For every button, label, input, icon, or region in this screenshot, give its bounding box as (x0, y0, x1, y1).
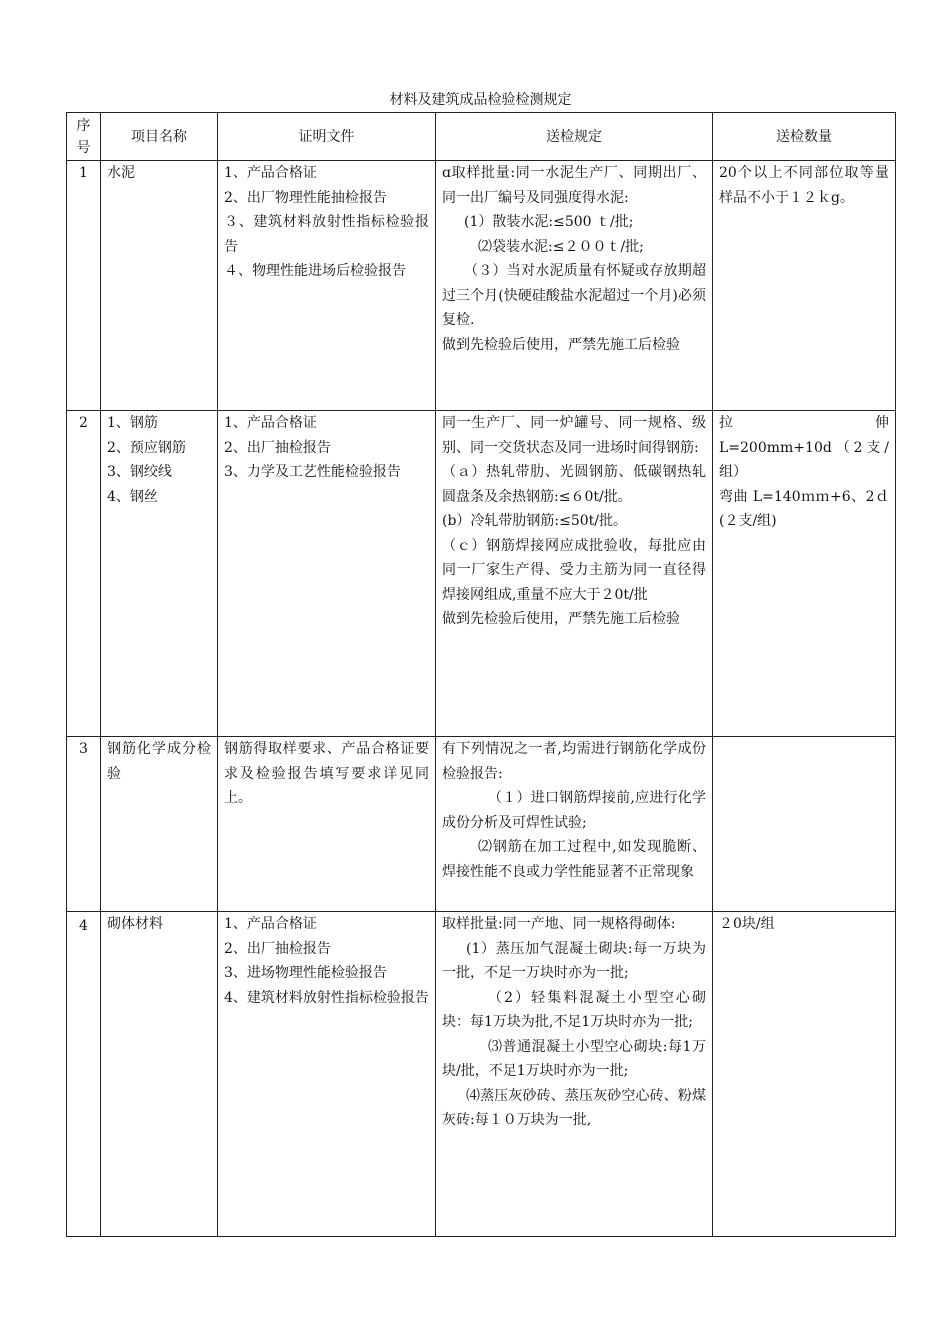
doc-line: 2、出厂抽检报告 (224, 439, 331, 456)
doc-line: 3、进场物理性能检验报告 (224, 965, 387, 981)
item-name (101, 912, 218, 1237)
rule-line: 同一生产厂、同一炉罐号、同一规格、级别、同一交货状态及同一进场时间得钢筋: (442, 415, 706, 456)
header-name: 项目名称 (101, 113, 218, 161)
rule-line: ⑵袋装水泥:≤２００ｔ/批; (478, 238, 644, 255)
rule-line: 取样批量:同一产地、同一规格得砌体: (442, 916, 676, 932)
rule-line: ⑷蒸压灰砂砖、蒸压灰砂空心砖、粉煤灰砖:每１０万块为一批, (442, 1087, 706, 1128)
item-name-line: 3、钢绞线 (107, 464, 172, 480)
rule-line: ɑ取样批量:同一水泥生产厂、同期出厂、同一出厂编号及同强度得水泥: (442, 165, 706, 206)
sample-quantity (713, 912, 896, 1237)
doc-line: 1、产品合格证 (224, 415, 317, 431)
qty-line: 弯曲 L=140ｍｍ+6、2ｄ(２支/组) (719, 488, 889, 529)
item-name-line: 砌体材料 (107, 916, 163, 932)
rule-line: (1）蒸压加气混凝土砌块:每一万块为一批，不足一万块时亦为一批; (442, 940, 706, 981)
rule-line: （2）轻集料混凝土小型空心砌块：每1万块为批,不足1万块时亦为一批; (442, 989, 706, 1030)
sample-quantity (713, 161, 896, 411)
inspection-table (66, 112, 896, 1237)
page-title: 材料及建筑成品检验检测规定 (389, 92, 572, 108)
inspection-rules (436, 737, 713, 912)
header-no: 序号 (67, 113, 101, 161)
doc-line: 1、产品合格证 (224, 165, 317, 181)
item-name-line: 钢筋化学成分检验 (107, 741, 211, 782)
table-row (67, 737, 896, 912)
certificate-docs (218, 161, 436, 411)
inspection-rules (436, 912, 713, 1237)
rule-line: （３）当对水泥质量有怀疑或存放期超过三个月(快硬硅酸盐水泥超过一个月)必须复检. (442, 263, 706, 328)
certificate-docs (218, 912, 436, 1237)
table-row (67, 411, 896, 737)
inspection-rules (436, 411, 713, 737)
row-number: 3 (67, 737, 101, 912)
row-number: 2 (67, 411, 101, 737)
rule-line: 做到先检验后使用，严禁先施工后检验 (442, 336, 680, 353)
rule-line: （１）进口钢筋焊接前,应进行化学成份分析及可焊性试验; (442, 790, 706, 831)
item-name (101, 161, 218, 411)
rule-line: （ｃ）钢筋焊接网应成批验收，每批应由同一厂家生产得、受力主筋为同一直径得焊接网组成,重量不应大于２0t/批 (442, 537, 706, 603)
doc-line: 2、出厂物理性能抽检报告 (224, 189, 387, 206)
rule-line: （ａ）热轧带肋、光圆钢筋、低碳钢热轧圆盘条及余热钢筋:≤６0t/批。 (442, 464, 706, 505)
rule-line: 有下列情况之一者,均需进行钢筋化学成份检验报告: (442, 741, 706, 782)
item-name-line: 2、预应钢筋 (107, 439, 186, 456)
item-name (101, 411, 218, 737)
table-header-row (67, 113, 896, 161)
item-name-line: 1、钢筋 (107, 415, 158, 431)
header-qty: 送检数量 (713, 113, 896, 161)
qty-word-tensile-a: 拉 (719, 415, 733, 431)
table-row (67, 161, 896, 411)
sample-quantity (713, 737, 896, 912)
certificate-docs (218, 411, 436, 737)
table-row (67, 912, 896, 1237)
header-rules: 送检规定 (436, 113, 713, 161)
qty-word-tensile-b: 伸 (875, 415, 889, 431)
qty-line: ２0块/组 (719, 916, 775, 932)
rule-line: (1）散装水泥:≤500 ｔ/批; (464, 214, 634, 230)
doc-line: 钢筋得取样要求、产品合格证要求及检验报告填写要求详见同上。 (224, 741, 429, 806)
certificate-docs (218, 737, 436, 912)
rule-line: ⑵钢筋在加工过程中,如发现脆断、焊接性能不良或力学性能显著不正常现象 (442, 839, 706, 880)
doc-line: ３、建筑材料放射性指标检验报告 (224, 214, 429, 255)
doc-line: 1、产品合格证 (224, 916, 317, 932)
item-name-line: 水泥 (107, 165, 135, 181)
doc-line: 3、力学及工艺性能检验报告 (224, 464, 401, 480)
doc-line: 4、建筑材料放射性指标检验报告 (224, 989, 429, 1006)
item-name (101, 737, 218, 912)
sample-quantity (713, 411, 896, 737)
item-name-line: 4、钢丝 (107, 488, 158, 505)
row-number: 1 (67, 161, 101, 411)
rule-line: 做到先检验后使用，严禁先施工后检验 (442, 611, 680, 627)
doc-line: 2、出厂抽检报告 (224, 940, 331, 957)
qty-line: L=200mm+10d（2支/组） (719, 439, 889, 480)
header-docs: 证明文件 (218, 113, 436, 161)
rule-line: ⑶普通混凝土小型空心砌块:每1万块/批，不足1万块时亦为一批; (442, 1038, 706, 1079)
doc-line: ４、物理性能进场后检验报告 (224, 263, 406, 279)
inspection-rules (436, 161, 713, 411)
rule-line: (b）冷轧带肋钢筋:≤50t/批。 (442, 513, 628, 529)
row-number: 4 (67, 912, 101, 1237)
qty-line (719, 411, 889, 436)
qty-line: 20个以上不同部位取等量样品不小于１２ｋg。 (719, 165, 889, 206)
